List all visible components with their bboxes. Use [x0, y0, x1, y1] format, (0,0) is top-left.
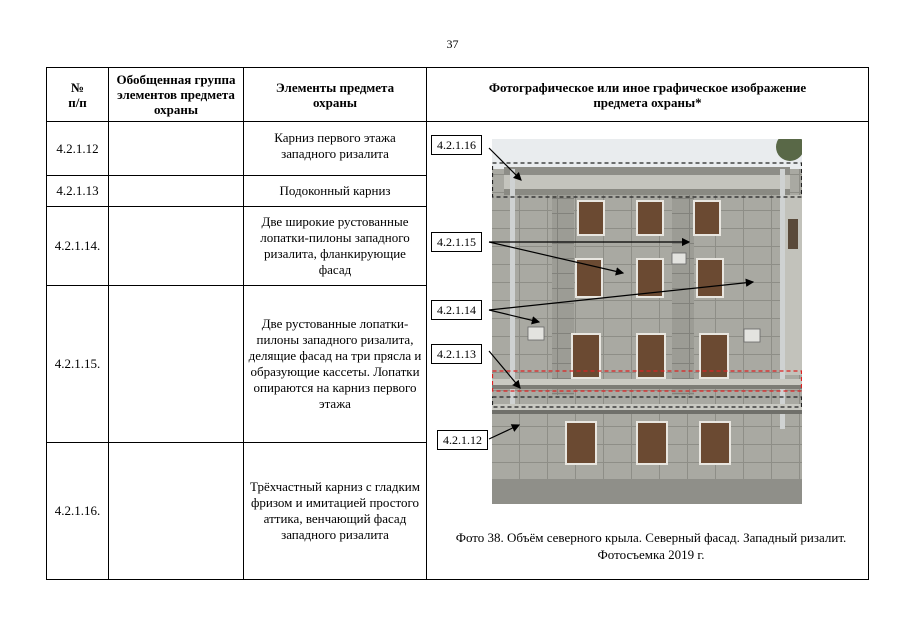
- header-num: № п/п: [47, 68, 109, 122]
- photo-label: 4.2.1.16: [431, 135, 482, 155]
- photo-caption: Фото 38. Объём северного крыла. Северный фасад. Западный ризалит. Фотосъемка 2019 г.: [455, 530, 847, 562]
- page-number: 37: [446, 37, 459, 51]
- row-group: [109, 286, 244, 443]
- row-num: 4.2.1.14.: [47, 207, 109, 286]
- row-num: 4.2.1.12: [47, 122, 109, 176]
- table-header-row: [47, 68, 869, 122]
- row-group: [109, 176, 244, 207]
- photo-label: 4.2.1.12: [437, 430, 488, 450]
- photo-figure: [427, 122, 867, 580]
- header-group: Обобщенная группа элементов предмета охраны: [109, 68, 244, 122]
- row-group: [109, 443, 244, 580]
- row-group: [109, 122, 244, 176]
- photo-label: 4.2.1.15: [431, 232, 482, 252]
- photo-label: 4.2.1.13: [431, 344, 482, 364]
- row-element: Трёхчастный карниз с гладким фризом и имитацией простого аттика, венчающий фасад западного ризалита: [244, 443, 427, 580]
- photo-cell: [427, 122, 869, 580]
- table-row: [47, 122, 869, 176]
- row-num: 4.2.1.15.: [47, 286, 109, 443]
- row-element: Две широкие рустованные лопатки-пилоны западного ризалита, фланкирующие фасад: [244, 207, 427, 286]
- row-element: Две рустованные лопатки-пилоны западного ризалита, делящие фасад на три прясла и образующие кассеты. Лопатки опираются на карниз первого этажа: [244, 286, 427, 443]
- row-num: 4.2.1.16.: [47, 443, 109, 580]
- row-element: Подоконный карниз: [244, 176, 427, 207]
- row-group: [109, 207, 244, 286]
- header-photo: Фотографическое или иное графическое изображение предмета охраны*: [427, 68, 869, 122]
- row-element: Карниз первого этажа западного ризалита: [244, 122, 427, 176]
- photo-label: 4.2.1.14: [431, 300, 482, 320]
- protection-elements-table: [46, 67, 869, 580]
- callout-arrows: [427, 122, 867, 522]
- header-element: Элементы предмета охраны: [244, 68, 427, 122]
- row-num: 4.2.1.13: [47, 176, 109, 207]
